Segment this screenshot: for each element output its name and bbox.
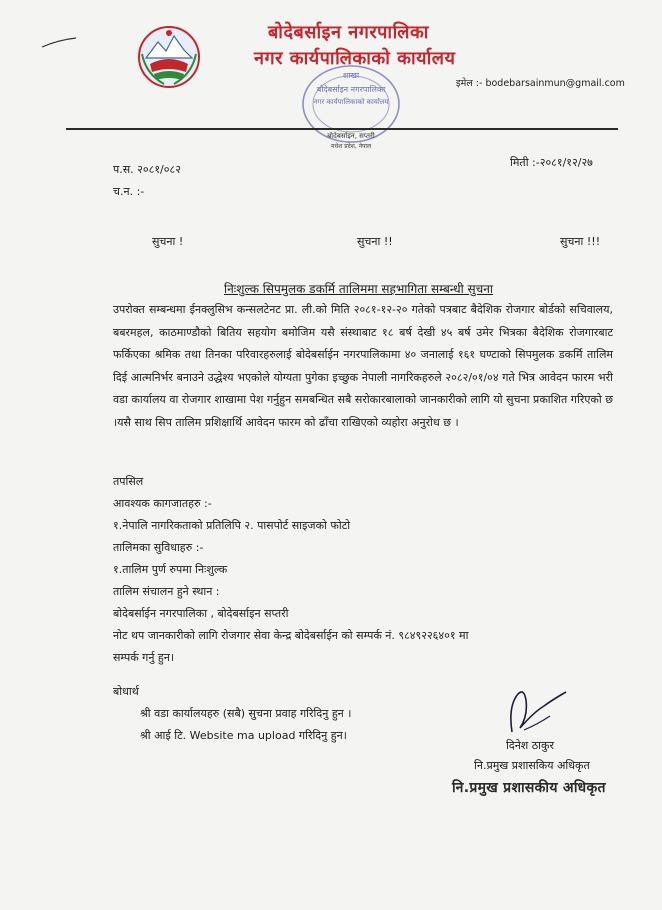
tapsil-heading: तपसिल [113,475,144,488]
notice-word-1: सुचना ! [152,235,184,248]
pen-stroke-mark [40,36,80,50]
stamp-line-4: बोदेबर्साइन, सप्तरी [327,132,375,140]
subject-line: निःशुल्क सिपमुलक डकर्मि तालिममा सहभागिता सम्बन्धी सुचना [224,282,494,296]
body-paragraph: उपरोक्त सम्बन्धमा ईनक्लुसिभ कन्सलटेनट प्रा. ली.को मिति २०८१-१२-२० गतेको पत्रबाट बैदेशिक रोजगार बोर्डको सचिवालय, बबरमहल, काठमाण्डौको बितिय सहयोग बमोजिम यसै संस्थाबाट १८ बर्ष देखी ४५ बर्ष उमेर भित्रका बैदेशिक रोजगारबाट फर्किएका श्रमिक तथा तिनका परिवारहरुलाई बोदेबर्साईन नगरपालिकामा ४० जनालाई १६१ घण्टाको सिपमुलक डकर्मि तालिम दिई आत्मनिर्भर बनाउने उद्धेश्य भएकोले योग्यता पुगेका इच्छुक नेपाली नागरिकहरुले २०८२/०१/०४ गते भित्र आवेदन फारम भरी वडा कार्यालय वा रोजगार शाखामा पेश गर्नुहुन समबन्धित सबै सरोकारबालाको जानकारीको लागि यो सुचना प्रकाशित गरिएको छ ।यसै साथ सिप तालिम प्रशिक्षार्थि आवेदन फारम को ढाँचा राखिएको व्यहोरा अनुरोध छ । [113,303,613,429]
signer-name: दिनेश ठाकुर [506,739,554,752]
letter-date: मिती :-२०८१/१२/२७ [510,156,593,169]
cc-line-2: श्री आई टि. Website ma upload गरिदिनु हुन। [140,729,347,742]
venue-heading: तालिम संचालन हुने स्थान : [113,585,220,598]
stamp-line-5: मधेश प्रदेश, नेपाल [330,143,372,150]
signer-title-stamp: नि.प्रमुख प्रशासकीय अधिकृत [452,780,606,796]
documents-heading: आवश्यक कागजातहरु :- [113,497,212,510]
email-address: bodebarsainmun@gmail.com [485,78,625,89]
documents-list: १.नेपालि नागरिकताको प्रतिलिपि २. पासपोर्ट साइजको फोटो [113,519,351,532]
dispatch-number: च.न. :- [113,185,145,198]
office-stamp [296,62,406,154]
notice-word-2: सुचना !! [357,235,393,248]
office-name: नगर कार्यपालिकाको कार्यालय [254,48,456,69]
org-name: बोदेबर्साइन नगरपालिका [268,22,429,43]
stamp-line-3: नगर कार्यपालिकाको कार्यालय [313,98,389,106]
handwritten-signature [494,686,574,738]
reference-number: प.स. २०८१/०८२ [113,163,181,176]
notice-word-3: सुचना !!! [560,235,601,248]
cc-heading: बोधार्थ [113,685,139,698]
cc-line-1: श्री वडा कार्यालयहरु (सबै) सुचना प्रवाह गरिदिनु हुन । [140,707,352,720]
email-label: इमेल :- [456,78,483,89]
signer-title: नि.प्रमुख प्रशासकिय अधिकृत [474,759,590,772]
email-row [456,76,625,89]
facilities-list: १.तालिम पुर्ण रुपमा निःशुल्क [113,563,228,576]
header-divider [66,128,618,130]
nepal-emblem-icon [136,24,202,90]
stamp-line-2: बोदेबर्साइन नगरपालिका [316,85,386,94]
facilities-heading: तालिमका सुविधाहरु :- [113,541,204,554]
stamp-line-1: शाखा [342,71,360,80]
note-line-1: नोट थप जानकारीको लागि रोजगार सेवा केन्द्र बोदेबर्साईन को सम्पर्क नं. ९८४९२२६४०१ मा [113,629,469,642]
venue-text: बोदेबर्साईन नगरपालिका , बोदेबर्साइन सप्तरी [113,607,289,620]
note-line-2: सम्पर्क गर्नु हुन। [113,651,175,664]
